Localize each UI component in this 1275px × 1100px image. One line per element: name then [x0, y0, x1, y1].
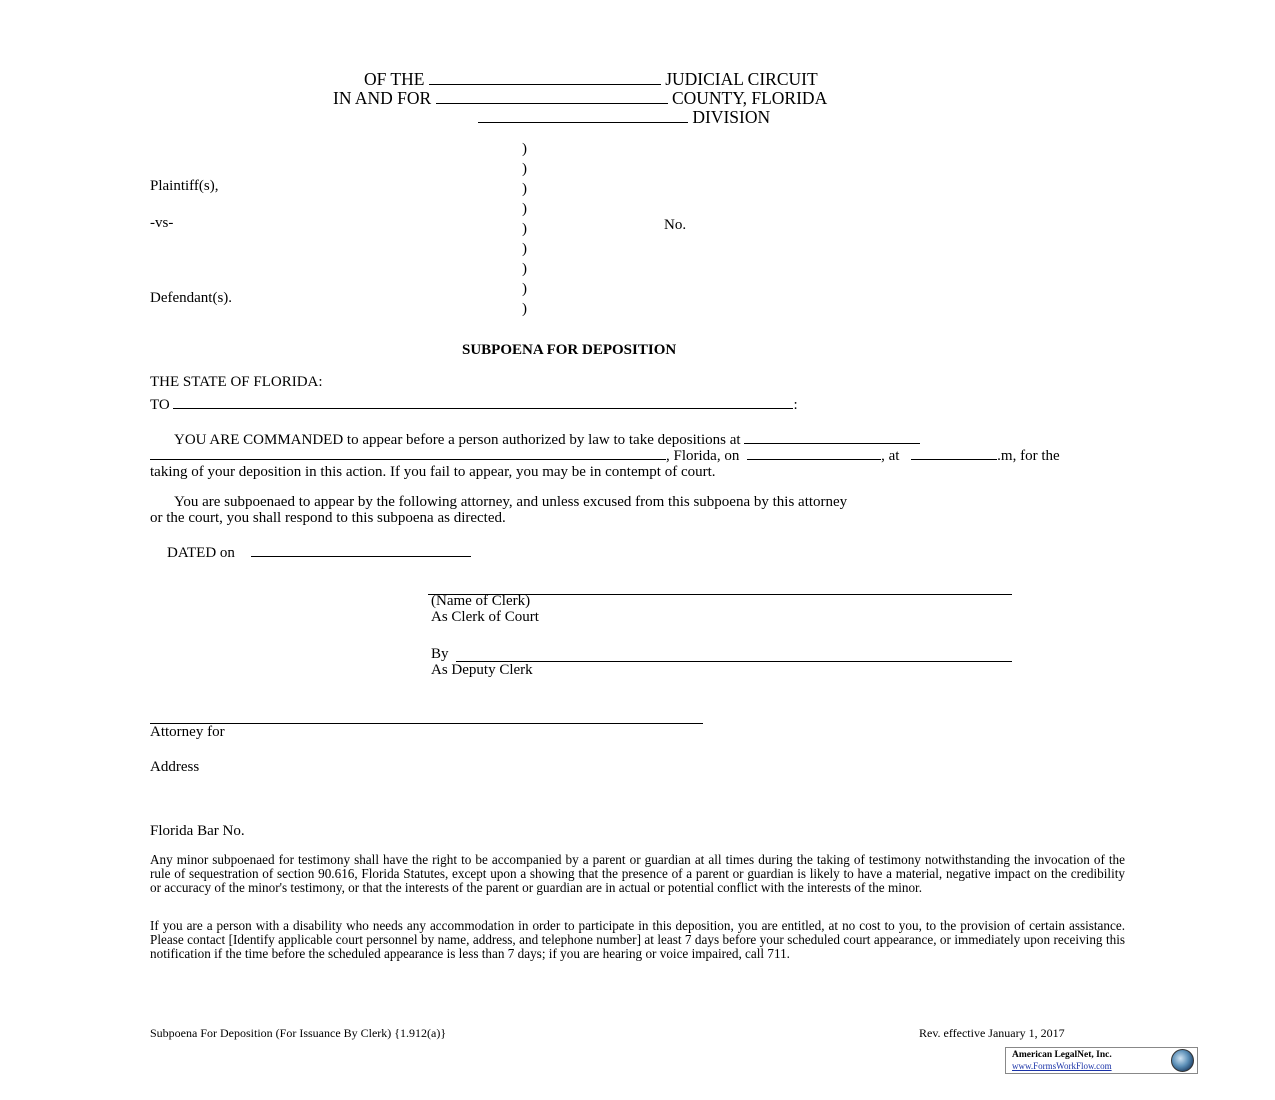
- paren-8: ): [522, 281, 527, 297]
- paren-4: ): [522, 201, 527, 217]
- dated-label: DATED on: [167, 545, 235, 561]
- dated-line: [167, 544, 471, 562]
- footer-form-name: Subpoena For Deposition (For Issuance By Clerk) {1.912(a)}: [150, 1026, 447, 1040]
- caption-judicial-circuit: JUDICIAL CIRCUIT: [665, 69, 818, 89]
- command-line-2: [150, 447, 1060, 465]
- florida-bar-no: Florida Bar No.: [150, 823, 245, 839]
- case-number-label: No.: [664, 217, 687, 233]
- by-label: By: [431, 646, 449, 662]
- logo-url-link[interactable]: www.FormsWorkFlow.com: [1012, 1061, 1112, 1071]
- dated-blank: [251, 544, 471, 557]
- attorney-for: Attorney for: [150, 724, 225, 740]
- caption-line-3: [478, 107, 770, 128]
- time-blank: [911, 447, 997, 460]
- circuit-number-blank: [429, 72, 661, 85]
- globe-icon: [1171, 1049, 1194, 1072]
- attorney-para-line-1: You are subpoenaed to appear by the following attorney, and unless excused from this subpoena by this attorney: [174, 494, 848, 510]
- at-text: , at: [881, 448, 900, 464]
- logo-company: American LegalNet, Inc.: [1012, 1050, 1112, 1060]
- paren-9: ): [522, 301, 527, 317]
- county-blank: [436, 91, 668, 104]
- location-blank: [744, 431, 920, 444]
- versus-label: -vs-: [150, 215, 174, 231]
- caption-of-the: OF THE: [364, 69, 425, 89]
- paren-5: ): [522, 221, 527, 237]
- attorney-signature-line: [150, 723, 703, 724]
- paren-6: ): [522, 241, 527, 257]
- command-text-1: YOU ARE COMMANDED to appear before a person authorized by law to take depositions at: [174, 432, 741, 448]
- deputy-signature-line: [456, 661, 1012, 662]
- american-legalnet-logo[interactable]: [1005, 1047, 1198, 1074]
- address-label: Address: [150, 759, 200, 775]
- florida-on-text: , Florida, on: [666, 448, 740, 464]
- deputy-clerk: As Deputy Clerk: [431, 662, 533, 678]
- to-colon: :: [793, 397, 798, 413]
- state-of-florida: THE STATE OF FLORIDA:: [150, 374, 323, 390]
- paren-3: ): [522, 181, 527, 197]
- disability-notice: If you are a person with a disability who needs any accommodation in order to participate in this deposition, you are entitled, at no cost to you, to the provision of certain assistance. Please contact [Identify applicable court personnel by name, address, and telephone number] at least 7 days before your scheduled court appearance, or immediately upon receiving this notification if the time before the scheduled appearance is less than 7 days; if you are hearing or voice impaired, call 711.: [150, 918, 1125, 961]
- caption-line-2: [333, 88, 827, 109]
- address-blank: [150, 447, 666, 460]
- caption-county-florida: COUNTY, FLORIDA: [671, 88, 828, 108]
- date-blank: [747, 447, 881, 460]
- document-title: SUBPOENA FOR DEPOSITION: [462, 342, 677, 358]
- paren-7: ): [522, 261, 527, 277]
- plaintiff-label: Plaintiff(s),: [150, 178, 219, 194]
- minor-notice: Any minor subpoenaed for testimony shall have the right to be accompanied by a parent or guardian at all times during the taking of testimony notwithstanding the invocation of the rule of sequestration of section 90.616, Florida Statutes, except upon a showing that the presence of a parent or guardian is likely to have a material, negative impact on the credibility or accuracy of the minor's testimony, or that the interests of the parent or guardian are in actual or potential conflict with the interests of the minor.: [150, 852, 1125, 895]
- caption-in-and-for: IN AND FOR: [333, 88, 432, 108]
- defendant-label: Defendant(s).: [150, 290, 233, 306]
- to-label: TO: [150, 397, 170, 413]
- attorney-para-line-2: or the court, you shall respond to this subpoena as directed.: [150, 510, 506, 526]
- caption-division: DIVISION: [692, 107, 771, 127]
- recipient-blank: [173, 396, 793, 409]
- footer-revision: Rev. effective January 1, 2017: [919, 1026, 1065, 1040]
- caption-line-1: [364, 69, 818, 90]
- clerk-role: As Clerk of Court: [431, 609, 539, 625]
- to-line: [150, 396, 798, 414]
- paren-2: ): [522, 161, 527, 177]
- m-for-the-text: .m, for the: [997, 448, 1060, 464]
- command-line-3: taking of your deposition in this action. If you fail to appear, you may be in contempt of court.: [150, 464, 716, 480]
- clerk-name: (Name of Clerk): [431, 593, 531, 609]
- paren-1: ): [522, 141, 527, 157]
- division-blank: [478, 110, 688, 123]
